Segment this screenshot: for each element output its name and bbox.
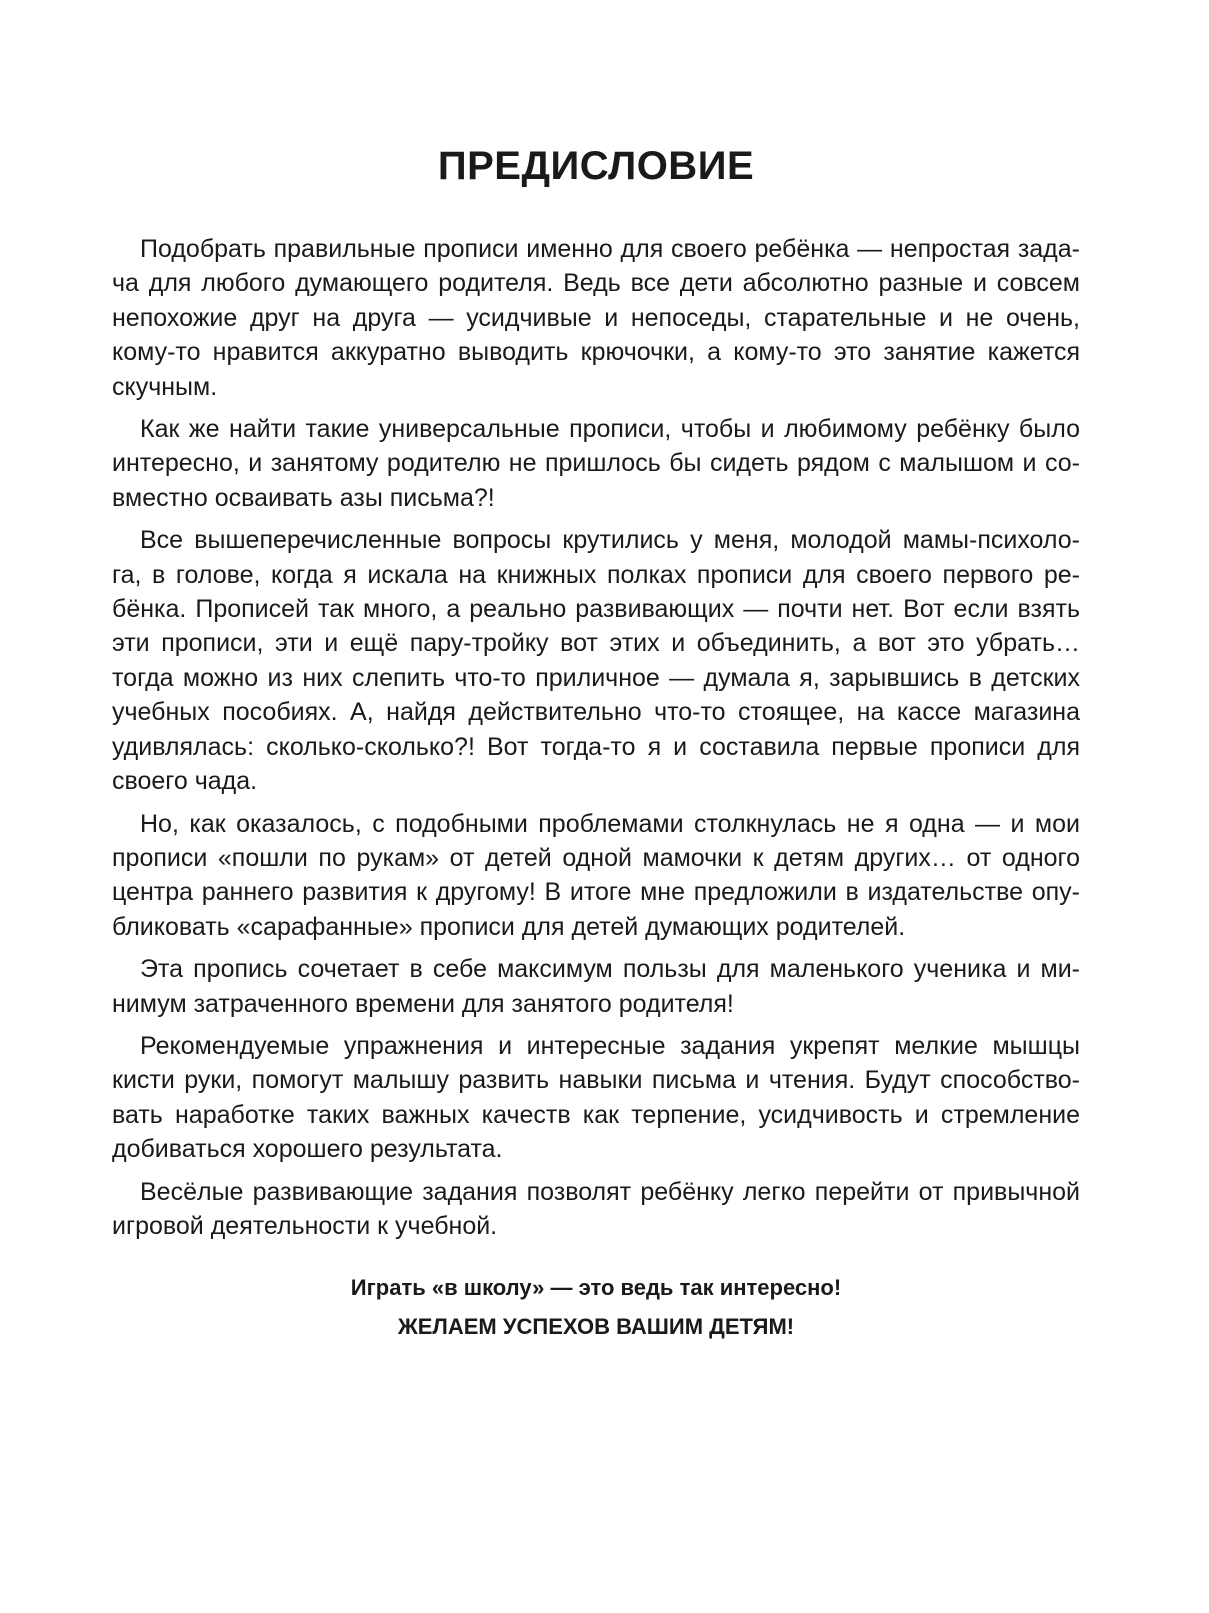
paragraph — [112, 807, 1080, 945]
page — [112, 0, 1080, 1347]
paragraph — [112, 952, 1080, 1021]
text-line: удивлялась: сколько-сколько?! Вот тогда-то я и составила первые прописи для — [112, 732, 1080, 761]
text-line: игровой деятельности к учебной. — [112, 1211, 498, 1240]
text-line: прописи «пошли по рукам» от детей одной мамочки к детям других… от одного — [112, 843, 1080, 872]
text-line: центра раннего развития к другому! В итоге мне предложили в издательстве опу- — [112, 878, 1080, 907]
closing-block — [112, 1269, 1080, 1345]
text-line: эти прописи, эти и ещё пару-тройку вот этих и объединить, а вот это убрать… — [112, 629, 1080, 658]
paragraph — [112, 1175, 1080, 1244]
paragraph — [112, 232, 1080, 404]
closing-wish: ЖЕЛАЕМ УСПЕХОВ ВАШИМ ДЕТЯМ! — [397, 1314, 795, 1340]
text-line: нимум затраченного времени для занятого родителя! — [112, 989, 734, 1018]
paragraph — [112, 1029, 1080, 1167]
text-line: Все вышеперечисленные вопросы крутились у меня, молодой мамы-психоло- — [140, 526, 1080, 555]
text-line: бликовать «сарафанные» прописи для детей думающих родителей. — [112, 912, 906, 941]
text-line: тогда можно из них слепить что-то приличное — думала я, зарывшись в детских — [112, 663, 1080, 692]
text-line: Рекомендуемые упражнения и интересные задания укрепят мелкие мышцы — [140, 1031, 1080, 1060]
text-line: ча для любого думающего родителя. Ведь все дети абсолютно разные и совсем — [112, 269, 1080, 298]
text-line: га, в голове, когда я искала на книжных полках прописи для своего первого ре- — [112, 560, 1080, 589]
paragraph — [112, 523, 1080, 798]
text-line: кисти руки, помогут малышу развить навыки письма и чтения. Будут способство- — [112, 1066, 1080, 1095]
paragraph — [112, 412, 1080, 515]
text-line: кому-то нравится аккуратно выводить крючочки, а кому-то это занятие кажется — [112, 338, 1080, 367]
text-line: Эта пропись сочетает в себе максимум пользы для маленького ученика и ми- — [140, 955, 1080, 984]
text-line: интересно, и занятому родителю не пришлось бы сидеть рядом с малышом и со- — [112, 449, 1080, 478]
preface-body — [112, 232, 1080, 1243]
text-line: непохожие друг на друга — усидчивые и непоседы, старательные и не очень, — [112, 303, 1080, 332]
text-line: учебных пособиях. А, найдя действительно что-то стоящее, на кассе магазина — [112, 698, 1080, 727]
text-line: своего чада. — [112, 767, 258, 796]
text-line: вместно осваивать азы письма?! — [112, 483, 495, 512]
page-title: ПРЕДИСЛОВИЕ — [437, 144, 755, 188]
text-line: Как же найти такие универсальные прописи, чтобы и любимому ребёнку было — [140, 415, 1080, 444]
text-line: Подобрать правильные прописи именно для своего ребёнка — непростая зада- — [140, 235, 1080, 263]
text-line: бёнка. Прописей так много, а реально развивающих — почти нет. Вот если взять — [112, 595, 1080, 624]
text-line: скучным. — [112, 372, 218, 401]
text-line: вать наработке таких важных качеств как терпение, усидчивость и стремление — [112, 1100, 1080, 1129]
text-line: Весёлые развивающие задания позволят ребёнку легко перейти от привычной — [140, 1177, 1080, 1206]
text-line: добиваться хорошего результата. — [112, 1135, 503, 1164]
text-line: Но, как оказалось, с подобными проблемами столкнулась не я одна — и мои — [140, 809, 1080, 838]
closing-slogan: Играть «в школу» — это ведь так интересно! — [350, 1275, 842, 1301]
